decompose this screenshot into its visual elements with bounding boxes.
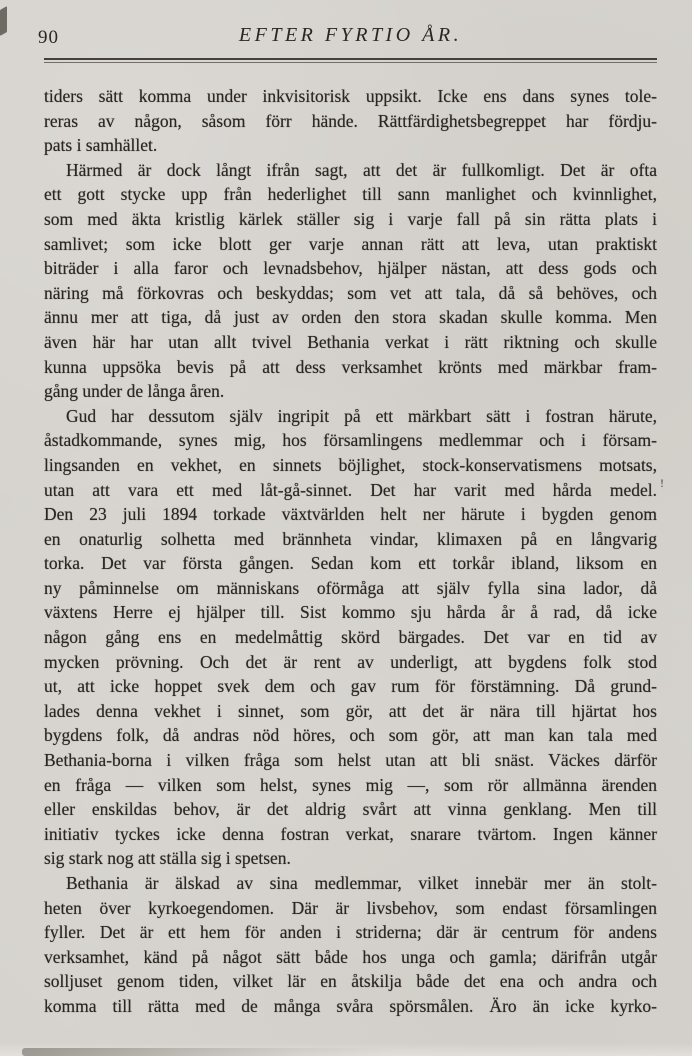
text-line: gång under de långa åren. bbox=[44, 381, 225, 402]
text-line: lingsanden en vekhet, en sinnets böjlighet, stock-konservatismens motsats, bbox=[44, 454, 657, 475]
text-line: eller enskildas behov, är det aldrig svårt att vinna genklang. Men till bbox=[44, 799, 657, 820]
text-line: solljuset genom tiden, vilket lär en åtskilja både det ena och andra och bbox=[44, 971, 657, 992]
paragraph bbox=[44, 871, 657, 1019]
text-line: Gud har dessutom själv ingripit på ett märkbart sätt i fostran härute, bbox=[66, 405, 657, 426]
text-line: växtens Herre ej hjälper till. Sist kommo sju hårda år å rad, då icke bbox=[44, 602, 657, 623]
page-number: 90 bbox=[38, 27, 59, 48]
text-line: åstadkommande, synes mig, hos församlingens medlemmar och i försam- bbox=[44, 430, 657, 451]
scan-corner-artifact bbox=[0, 6, 7, 36]
text-line: sig stark nog att ställa sig i spetsen. bbox=[44, 848, 291, 869]
text-line: en fråga — vilken som helst, synes mig —, som rör allmänna ärenden bbox=[44, 774, 657, 795]
text-line: pats i samhället. bbox=[44, 135, 158, 156]
text-line: utan att vara ett med låt-gå-sinnet. Det har varit med hårda medel. bbox=[44, 479, 657, 500]
text-line: ny påminnelse om människans oförmåga att själv fylla sina lador, då bbox=[44, 577, 657, 598]
text-line: någon gång ens en medelmåttig skörd bärgades. Det var en tid av bbox=[44, 627, 657, 648]
paragraph bbox=[44, 404, 657, 871]
paragraph bbox=[44, 158, 657, 404]
text-line: verksamhet, känd på något sätt både hos unga och gamla; därifrån utgår bbox=[44, 946, 657, 967]
text-line: ett gott stycke upp från hederlighet till sann manlighet och kvinnlighet, bbox=[44, 184, 657, 205]
scan-bottom-smudge bbox=[22, 1048, 392, 1056]
text-line: Den 23 juli 1894 torkade växtvärlden helt ner härute i bygden genom bbox=[44, 504, 657, 525]
text-line: samlivet; som icke blott ger varje annan rätt att leva, utan praktiskt bbox=[44, 233, 657, 254]
text-line: fyller. Det är ett hem för anden i striderna; där är centrum för andens bbox=[44, 922, 657, 943]
text-line: mycken prövning. Och det är rent av underligt, att bygdens folk stod bbox=[44, 651, 657, 672]
margin-mark: ! bbox=[660, 476, 664, 490]
text-line: biträder i alla faror och levnadsbehov, hjälper nästan, att dess gods och bbox=[44, 258, 657, 279]
text-line: ännu mer att tiga, då just av orden den stora skadan skulle komma. Men bbox=[44, 307, 657, 328]
running-header-title: EFTER FYRTIO ÅR. bbox=[238, 24, 463, 46]
body-text bbox=[44, 84, 657, 1019]
text-line: lades denna vekhet i sinnet, som gör, att det är nära till hjärtat hos bbox=[44, 700, 657, 721]
text-line: en onaturlig solhetta med brännheta vindar, klimaxen på en långvarig bbox=[44, 528, 657, 549]
text-line: Härmed är dock långt ifrån sagt, att det är fullkomligt. Det är ofta bbox=[66, 159, 657, 180]
paragraph bbox=[44, 84, 657, 158]
text-line: reras av någon, såsom förr hände. Rättfärdighetsbegreppet har fördju- bbox=[44, 110, 657, 131]
text-line: Bethania är älskad av sina medlemmar, vilket innebär mer än stolt- bbox=[66, 873, 657, 893]
text-line: kunna uppsöka bevis på att dess verksamhet krönts med märkbar fram- bbox=[44, 356, 657, 377]
text-line: komma till rätta med de många svåra spörsmålen. Äro än icke kyrko- bbox=[44, 995, 657, 1016]
text-line: Bethania-borna i vilken fråga som helst utan att bli snäst. Väckes därför bbox=[44, 750, 657, 771]
text-line: ut, att icke hoppet svek dem och gav rum för förstämning. Då grund- bbox=[44, 676, 657, 697]
text-line: näring må förkovras och beskyddas; som vet att tala, då så behöves, och bbox=[44, 282, 657, 303]
text-line: torka. Det var första gången. Sedan kom ett torkår ibland, liksom en bbox=[44, 553, 657, 574]
text-line: bygdens folk, då andras nöd höres, och som gör, att man kan tala med bbox=[44, 725, 657, 746]
text-line: initiativ tyckes icke denna fostran verkat, snarare tvärtom. Ingen känner bbox=[44, 823, 657, 844]
text-line: även här har utan allt tvivel Bethania verkat i rätt riktning och skulle bbox=[44, 331, 657, 352]
text-line: tiders sätt komma under inkvisitorisk uppsikt. Icke ens dans synes tole- bbox=[44, 86, 657, 106]
text-line: som med äkta kristlig kärlek ställer sig i varje fall på sin rätta plats i bbox=[44, 208, 657, 229]
header-rule bbox=[44, 58, 657, 63]
text-line: heten över kyrkoegendomen. Där är livsbehov, som endast församlingen bbox=[44, 897, 657, 918]
